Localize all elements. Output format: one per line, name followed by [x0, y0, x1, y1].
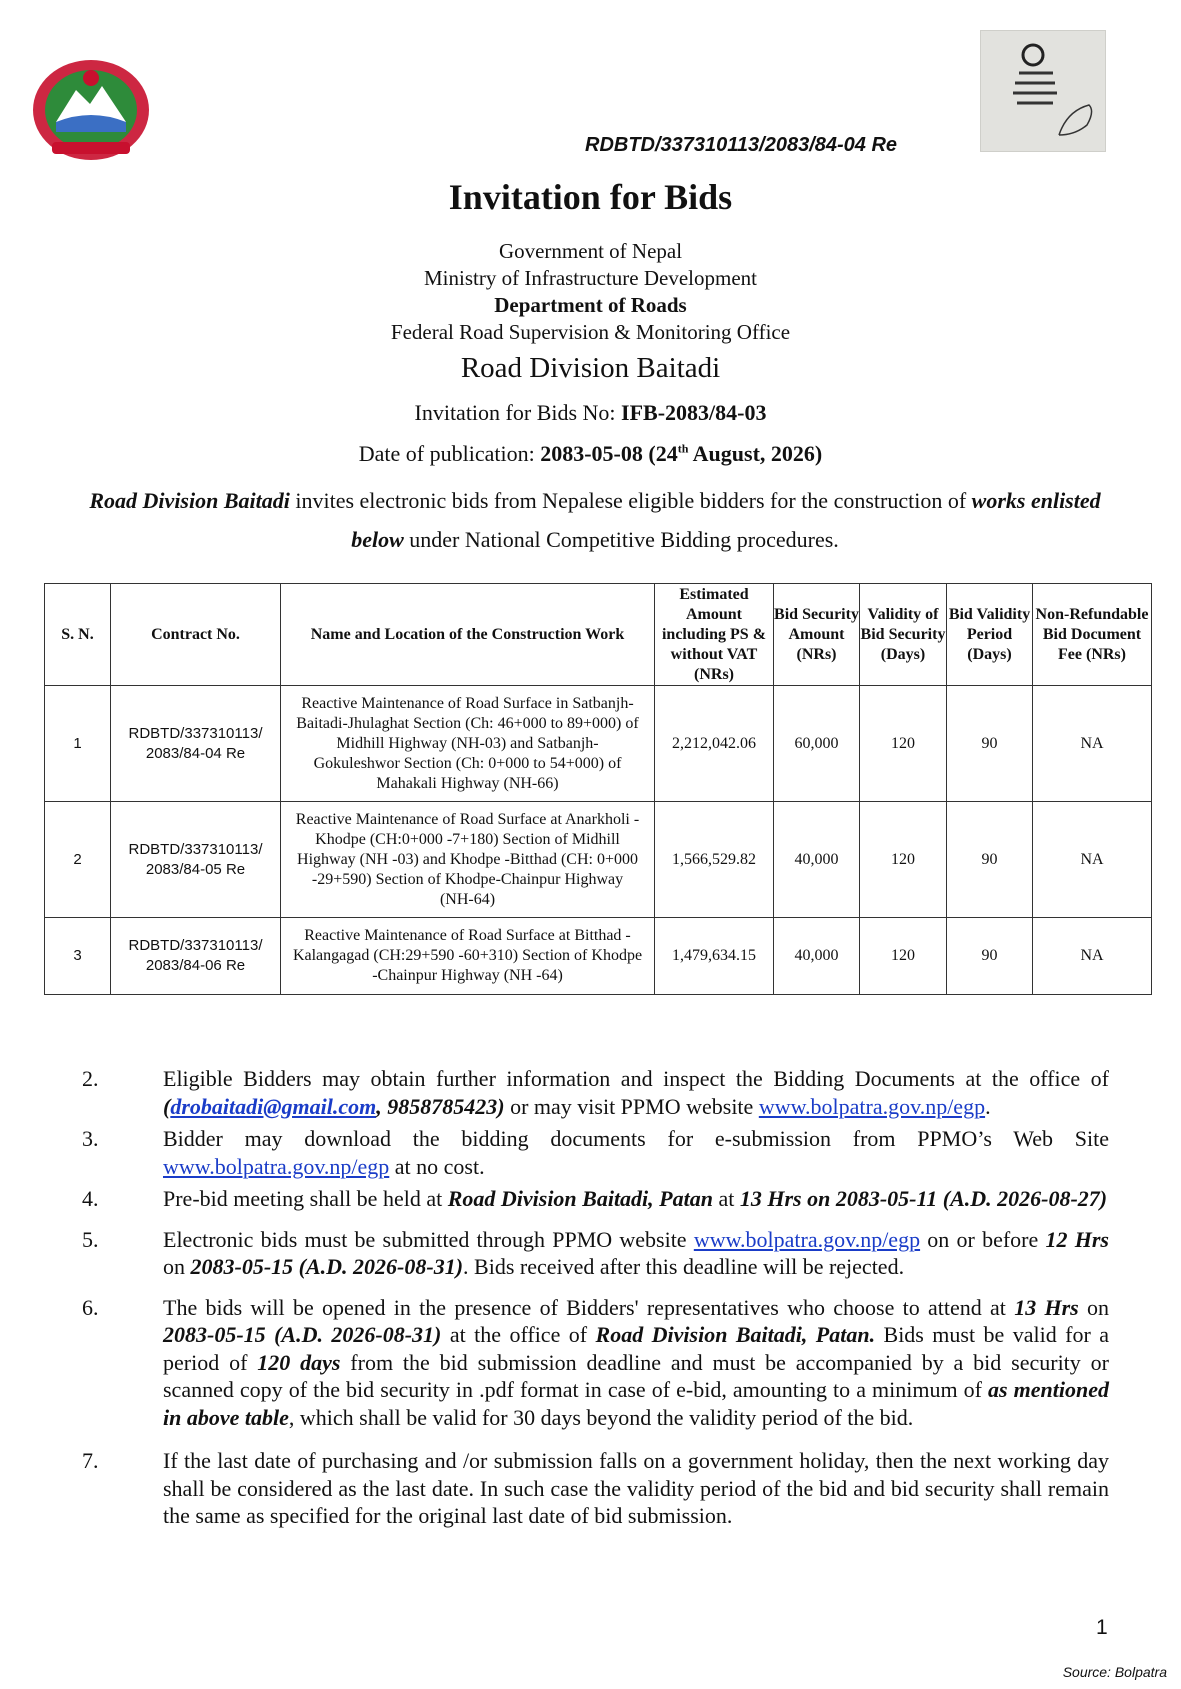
publication-date: Date of publication: 2083-05-08 (24th August, 2026) [358, 441, 823, 466]
department-name: Department of Roads [494, 293, 687, 317]
cell-security-validity: 120 [860, 686, 947, 802]
ministry-name: Ministry of Infrastructure Development [424, 266, 757, 290]
cell-work: Reactive Maintenance of Road Surface at Bitthad - Kalangagad (CH:29+590 -60+310) Section of Khodpe -Chainpur Highway (NH -64) [281, 918, 655, 995]
cell-work: Reactive Maintenance of Road Surface at Anarkholi -Khodpe (CH:0+000 -7+180) Section of Midhill Highway (NH -03) and Khodpe -Bitthad (CH: 0+000 -29+590) Section of Khodpe-Chainpur Highway (NH-64) [281, 802, 655, 918]
header-amount: Estimated Amount including PS & without VAT (NRs) [655, 584, 774, 686]
list-item: 2. Eligible Bidders may obtain further information and inspect the Bidding Documents at the office of (drobaitadi@gmail.com, 9858785423) or may visit PPMO website www.bolpatra.gov.np/egp. [82, 1066, 1109, 1119]
page-title: Invitation for Bids [448, 177, 733, 217]
cell-security-validity: 120 [860, 802, 947, 918]
cell-security: 40,000 [774, 918, 860, 995]
ppmo-link[interactable]: www.bolpatra.gov.np/egp [163, 1153, 390, 1179]
cell-sn: 2 [45, 802, 111, 918]
cell-contract: RDBTD/337310113/ 2083/84-04 Re [111, 686, 281, 802]
cell-security-validity: 120 [860, 918, 947, 995]
list-item: 3. Bidder may download the bidding documents for e-submission from PPMO’s Web Site www.bolpatra.gov.np/egp at no cost. [82, 1126, 1109, 1179]
ifb-number: Invitation for Bids No: IFB-2083/84-03 [414, 400, 767, 425]
cell-fee: NA [1033, 802, 1152, 918]
office-stamp [980, 30, 1106, 152]
table-row [45, 918, 1152, 995]
cell-bid-validity: 90 [947, 686, 1033, 802]
cell-bid-validity: 90 [947, 918, 1033, 995]
header-security-validity: Validity of Bid Security (Days) [860, 584, 947, 686]
list-item: 6. The bids will be opened in the presence of Bidders' representatives who choose to attend at 13 Hrs on 2083-05-15 (A.D. 2026-08-31) at the office of Road Division Baitadi, Patan. Bids must be valid for a period of 120 days from the bid submission deadline and must be accompanied by a bid security or scanned copy of the bid security in .pdf format in case of e-bid, amounting to a minimum of as mentioned in above table, which shall be valid for 30 days beyond the validity period of the bid. [82, 1294, 1109, 1430]
cell-sn: 3 [45, 918, 111, 995]
cell-sn: 1 [45, 686, 111, 802]
email-link[interactable]: drobaitadi@gmail.com [170, 1093, 377, 1119]
cell-amount: 1,479,634.15 [655, 918, 774, 995]
table-row [45, 686, 1152, 802]
cell-work: Reactive Maintenance of Road Surface in Satbanjh-Baitadi-Jhulaghat Section (Ch: 46+000 to 89+000) of Midhill Highway (NH-03) and Satbanjh-Gokuleshwor Section (Ch: 0+000 to 54+000) of Mahakali Highway (NH-66) [281, 686, 655, 802]
cell-fee: NA [1033, 686, 1152, 802]
cell-bid-validity: 90 [947, 802, 1033, 918]
cell-security: 40,000 [774, 802, 860, 918]
ppmo-link[interactable]: www.bolpatra.gov.np/egp [758, 1093, 986, 1119]
cell-security: 60,000 [774, 686, 860, 802]
page-number: 1 [1096, 1616, 1108, 1639]
reference-number: RDBTD/337310113/2083/84-04 Re [585, 134, 898, 156]
office-name: Federal Road Supervision & Monitoring Office [390, 320, 791, 344]
header-contract: Contract No. [111, 584, 281, 686]
government-name: Government of Nepal [498, 239, 683, 263]
stamp-seal-icon [981, 31, 1105, 151]
header-work: Name and Location of the Construction Work [281, 584, 655, 686]
list-item: 4. Pre-bid meeting shall be held at Road Division Baitadi, Patan at 13 Hrs on 2083-05-11 (A.D. 2026-08-27) [82, 1186, 1108, 1211]
list-item: 5. Electronic bids must be submitted through PPMO website www.bolpatra.gov.np/egp on or before 12 Hrs on 2083-05-15 (A.D. 2026-08-31). Bids received after this deadline will be rejected. [82, 1226, 1109, 1279]
table-row [45, 802, 1152, 918]
cell-contract: RDBTD/337310113/ 2083/84-05 Re [111, 802, 281, 918]
header-fee: Non-Refundable Bid Document Fee (NRs) [1033, 584, 1152, 686]
cell-amount: 2,212,042.06 [655, 686, 774, 802]
intro-paragraph: Road Division Baitadi invites electronic bids from Nepalese eligible bidders for the construction of works enlisted below under National Competitive Bidding procedures. [89, 488, 1101, 552]
division-name: Road Division Baitadi [460, 352, 721, 384]
ppmo-link[interactable]: www.bolpatra.gov.np/egp [693, 1226, 921, 1252]
table-header-row [45, 584, 1152, 686]
source-label: Source: Bolpatra [1062, 1664, 1167, 1680]
header-bid-validity: Bid Validity Period (Days) [947, 584, 1033, 686]
cell-fee: NA [1033, 918, 1152, 995]
instructions-list [82, 1065, 1109, 1530]
header-sn: S. N. [45, 584, 111, 686]
cell-amount: 1,566,529.82 [655, 802, 774, 918]
nepal-emblem-icon [28, 56, 154, 164]
cell-contract: RDBTD/337310113/ 2083/84-06 Re [111, 918, 281, 995]
bids-table [44, 583, 1152, 995]
list-item: 7. If the last date of purchasing and /or submission falls on a government holiday, then the next working day shall be considered as the last date. In such case the validity period of the bid and bid security shall remain the same as specified for the original last date of bid submission. [82, 1448, 1109, 1528]
header-security: Bid Security Amount (NRs) [774, 584, 860, 686]
